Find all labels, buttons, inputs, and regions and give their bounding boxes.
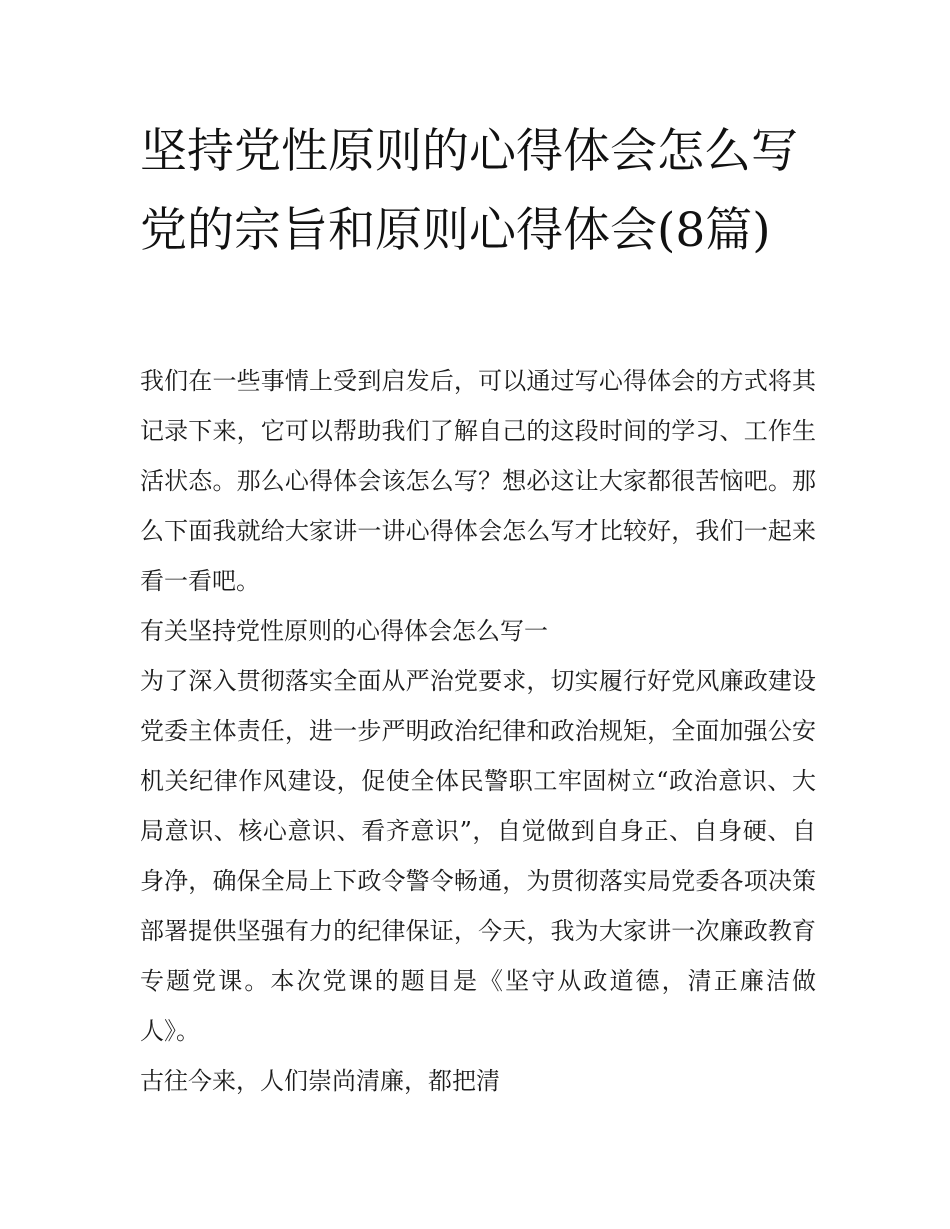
body-paragraph-truncated: 古往今来，人们崇尚清廉，都把清 <box>140 1067 500 1095</box>
intro-paragraph: 我们在一些事情上受到启发后，可以通过写心得体会的方式将其记录下来，它可以帮助我们了解自己的这段时间的学习、工作生活状态。那么心得体会该怎么写？想必这让大家都很苦恼吧。那么下面我就给大家讲一讲心得体会怎么写才比较好，我们一起来看一看吧。 <box>140 367 816 595</box>
document-title: 坚持党性原则的心得体会怎么写 党的宗旨和原则心得体会(8篇) <box>140 124 798 258</box>
body-paragraph: 为了深入贯彻落实全面从严治党要求，切实履行好党风廉政建设党委主体责任，进一步严明政治纪律和政治规矩，全面加强公安机关纪律作风建设，促使全体民警职工牢固树立“政治意识、大局意识、核心意识、看齐意识”，自觉做到自身正、自身硬、自身净，确保全局上下政令警令畅通，为贯彻落实局党委各项决策部署提供坚强有力的纪律保证，今天，我为大家讲一次廉政教育专题党课。本次党课的题目是《坚守从政道德，清正廉洁做人》。 <box>140 667 816 1045</box>
section-heading: 有关坚持党性原则的心得体会怎么写一 <box>140 617 548 645</box>
document-body <box>140 356 816 1106</box>
